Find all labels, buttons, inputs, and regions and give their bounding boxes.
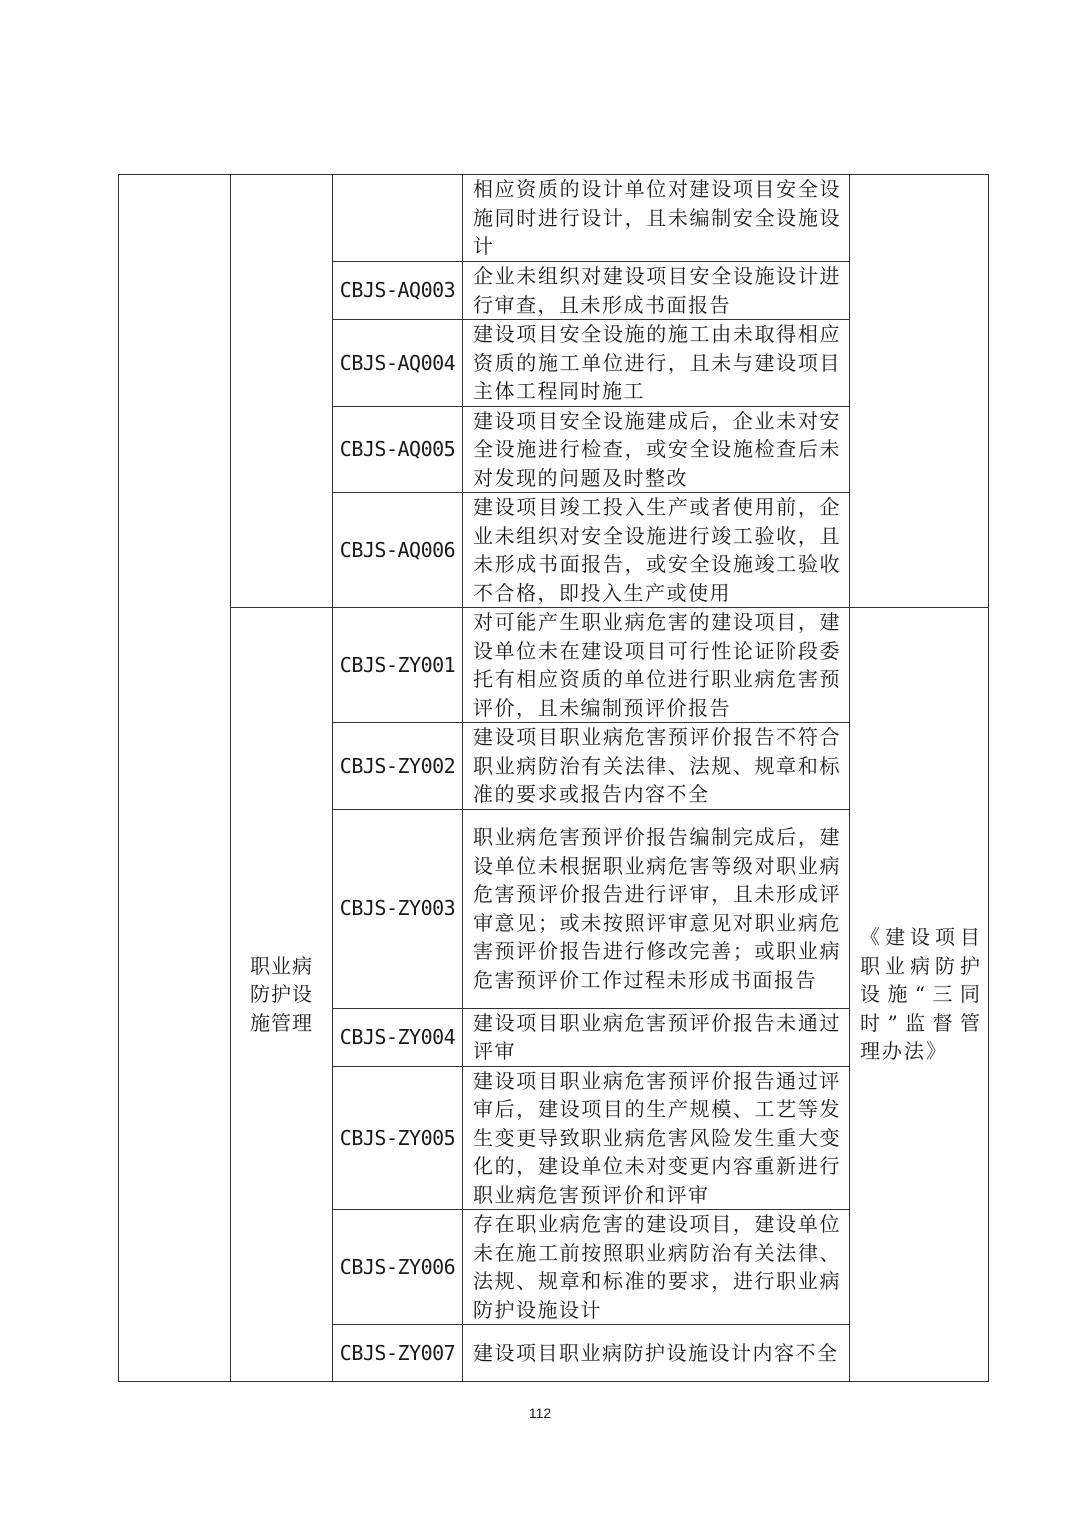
code-cell: CBJS-AQ006 — [333, 493, 463, 608]
table-row — [119, 175, 989, 262]
table-row — [119, 608, 989, 723]
code-cell: CBJS-AQ005 — [333, 406, 463, 493]
code-cell: CBJS-ZY005 — [333, 1066, 463, 1210]
category-cell-top — [119, 175, 231, 1382]
code-cell: CBJS-ZY002 — [333, 723, 463, 810]
description-cell: 建设项目职业病防护设施设计内容不全 — [463, 1325, 850, 1382]
code-cell: CBJS-AQ004 — [333, 320, 463, 407]
description-cell: 建设项目安全设施的施工由未取得相应资质的施工单位进行，且未与建设项目主体工程同时施工 — [463, 320, 850, 407]
description-cell: 建设项目职业病危害预评价报告通过评审后，建设项目的生产规模、工艺等发生变更导致职业病危害风险发生重大变化的，建设单位未对变更内容重新进行职业病危害预评价和评审 — [463, 1066, 850, 1210]
description-cell: 存在职业病危害的建设项目，建设单位未在施工前按照职业病防治有关法律、法规、规章和标准的要求，进行职业病防护设施设计 — [463, 1210, 850, 1325]
code-cell: CBJS-ZY004 — [333, 1008, 463, 1066]
description-cell: 建设项目竣工投入生产或者使用前，企业未组织对安全设施进行竣工验收，且未形成书面报告，或安全设施竣工验收不合格，即投入生产或使用 — [463, 493, 850, 608]
code-cell: CBJS-ZY003 — [333, 809, 463, 1008]
page-number: 112 — [528, 1405, 552, 1421]
code-cell: CBJS-ZY001 — [333, 608, 463, 723]
code-cell: CBJS-ZY007 — [333, 1325, 463, 1382]
subcategory-cell-safety — [231, 175, 333, 608]
code-cell: CBJS-ZY006 — [333, 1210, 463, 1325]
violation-table — [118, 174, 989, 1382]
subcategory-cell-occupational: 职业病防护设施管理 — [231, 608, 333, 1382]
description-cell: 企业未组织对建设项目安全设施设计进行审查，且未形成书面报告 — [463, 262, 850, 320]
code-cell: CBJS-AQ003 — [333, 262, 463, 320]
description-cell: 相应资质的设计单位对建设项目安全设施同时进行设计，且未编制安全设施设计 — [463, 175, 850, 262]
description-cell: 对可能产生职业病危害的建设项目，建设单位未在建设项目可行性论证阶段委托有相应资质的单位进行职业病危害预评价，且未编制预评价报告 — [463, 608, 850, 723]
description-cell: 职业病危害预评价报告编制完成后，建设单位未根据职业病危害等级对职业病危害预评价报告进行评审，且未形成评审意见；或未按照评审意见对职业病危害预评价报告进行修改完善；或职业病危害预评价工作过程未形成书面报告 — [463, 809, 850, 1008]
code-cell — [333, 175, 463, 262]
legal-basis-cell: 《建设项目职业病防护设施“三同时”监督管理办法》 — [850, 608, 989, 1382]
description-cell: 建设项目职业病危害预评价报告不符合职业病防治有关法律、法规、规章和标准的要求或报告内容不全 — [463, 723, 850, 810]
basis-cell-safety — [850, 175, 989, 608]
description-cell: 建设项目职业病危害预评价报告未通过评审 — [463, 1008, 850, 1066]
description-cell: 建设项目安全设施建成后，企业未对安全设施进行检查，或安全设施检查后未对发现的问题及时整改 — [463, 406, 850, 493]
